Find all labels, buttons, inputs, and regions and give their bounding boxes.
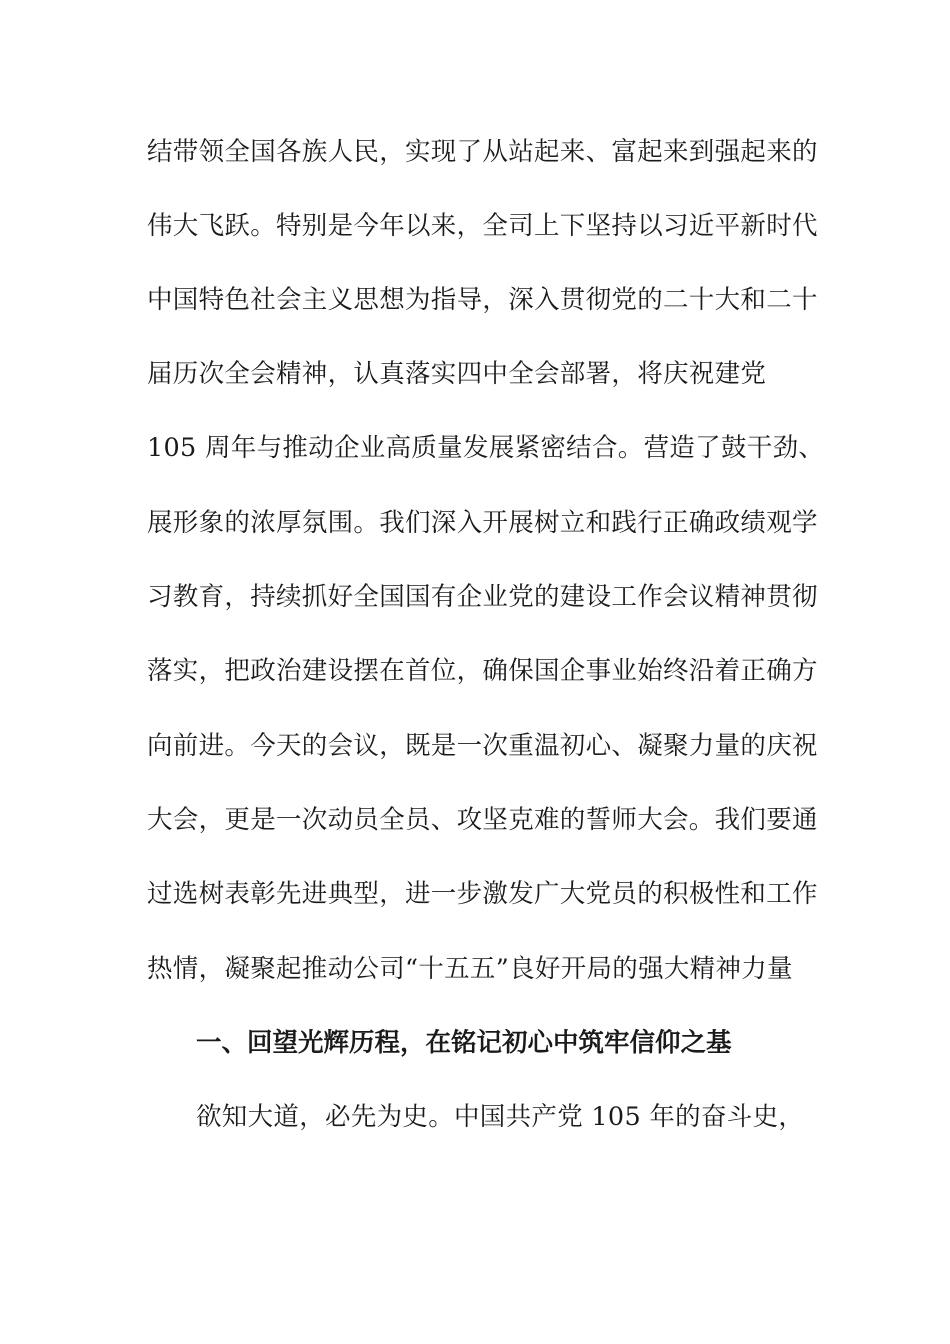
paragraph-line-12: 热情，凝聚起推动公司“十五五”良好开局的强大精神力量 [147,954,793,984]
paragraph-line-13: 欲知大道，必先为史。中国共产党 105 年的奋斗史， [196,1102,805,1132]
paragraph-line-10: 大会，更是一次动员全员、攻坚克难的誓师大会。我们要通 [147,805,818,835]
section-heading: 一、回望光辉历程，在铭记初心中筑牢信仰之基 [196,1028,732,1058]
paragraph-line-5: 105 周年与推动企业高质量发展紧密结合。营造了鼓干劲、 [147,433,825,463]
paragraph-line-1: 结带领全国各族人民，实现了从站起来、富起来到强起来的 [147,137,818,167]
paragraph-line-4: 届历次全会精神，认真落实四中全会部署，将庆祝建党 [147,359,767,389]
paragraph-line-8: 落实，把政治建设摆在首位，确保国企事业始终沿着正确方 [147,656,818,686]
paragraph-line-3: 中国特色社会主义思想为指导，深入贯彻党的二十大和二十 [147,285,818,315]
paragraph-line-11: 过选树表彰先进典型，进一步激发广大党员的积极性和工作 [147,879,818,909]
paragraph-line-2: 伟大飞跃。特别是今年以来，全司上下坚持以习近平新时代 [147,211,818,241]
paragraph-line-6: 展形象的浓厚氛围。我们深入开展树立和践行正确政绩观学 [147,508,818,538]
paragraph-line-9: 向前进。今天的会议，既是一次重温初心、凝聚力量的庆祝 [147,731,818,761]
paragraph-line-7: 习教育，持续抓好全国国有企业党的建设工作会议精神贯彻 [147,582,818,612]
